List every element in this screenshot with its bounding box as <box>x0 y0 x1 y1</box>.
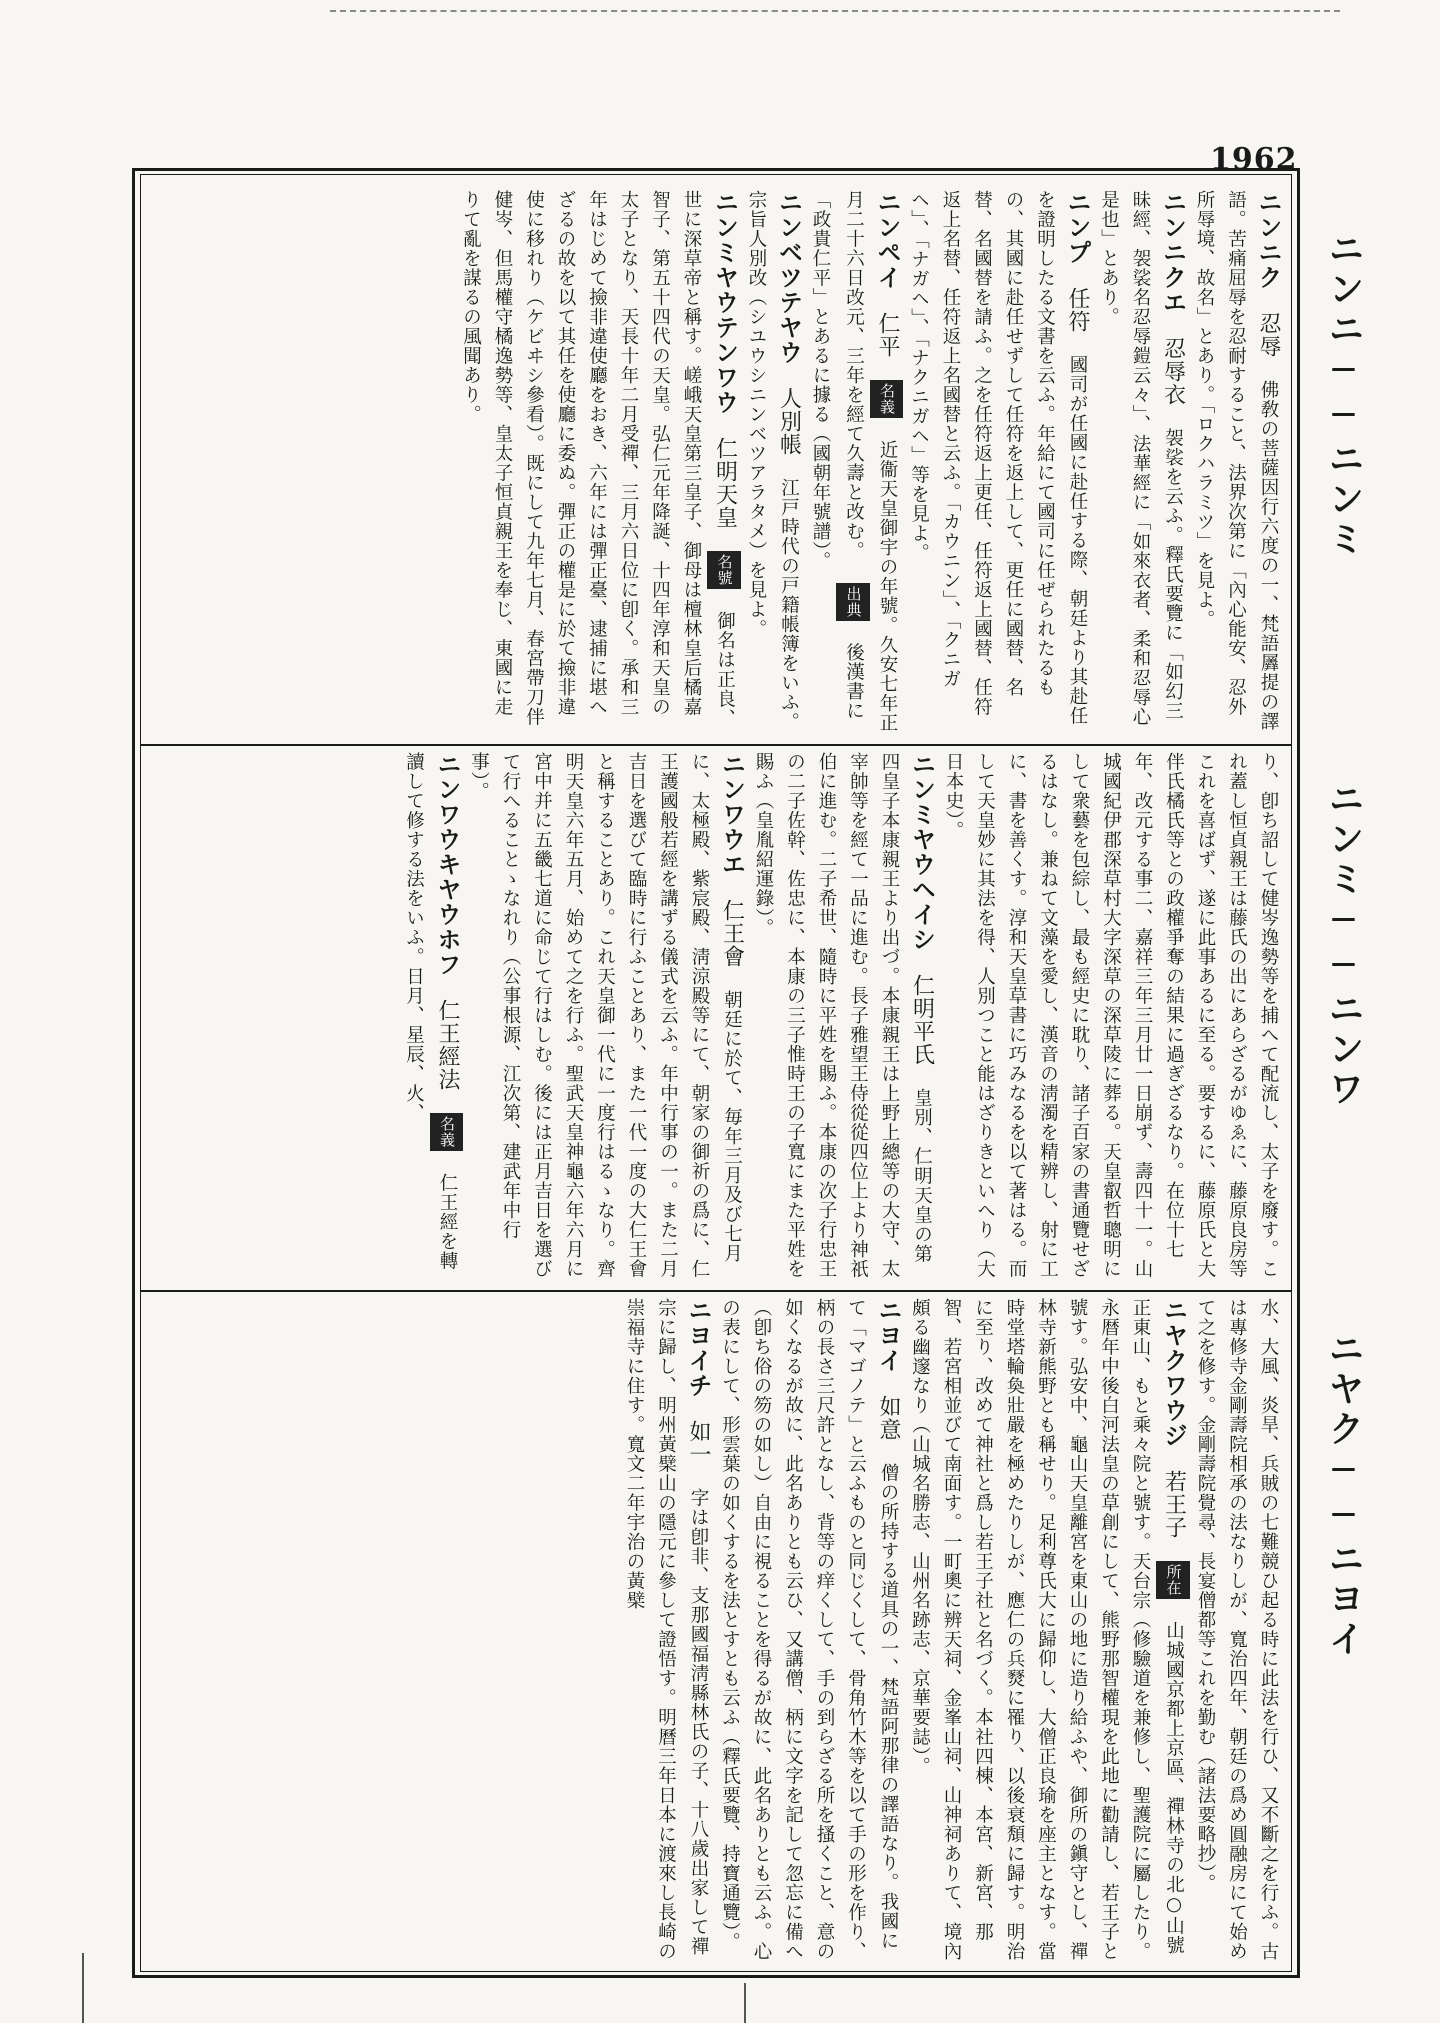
entry-kanji: 任符 <box>1065 287 1090 333</box>
entry-body: 江戸時代の戸籍帳簿をいふ。宗旨人別改（シユウシニンベツアラタメ）を見よ。 <box>746 190 800 732</box>
section-middle <box>148 752 1284 1282</box>
section-top <box>148 190 1284 735</box>
header-middle: ニンミ──ニンワ <box>1323 780 1364 1110</box>
entry-body: 後漢書に「政貴仁平」とあるに據る（國朝年號譜）。 <box>810 190 865 721</box>
entry-kanji: 忍辱衣 <box>1160 337 1186 406</box>
entry-kanji: 人別帳 <box>776 387 802 456</box>
entry-body: 朝廷に於て、毎年三月及び七月に、太極殿、紫宸殿、淸涼殿等にて、朝家の御祈の爲に、仁王護國般若經を講ずる儀式を云ふ。年中行事の一。また二月吉日を選びて臨時に行ふことあり、また一代一度の大仁王會と稱することあり。これ天皇御一代に一度行はるゝなり。齊明天皇六年五月、始めて之を行ふ。聖武天皇神龜六年六月に宮中并に五畿七道に命じて行はしむ。後には正月吉日を選びて行へることゝなれり（公事根源、江次第、建武年中行事）。 <box>468 752 743 1279</box>
entry-head: ニンミヤウテンワウ <box>710 190 739 415</box>
entry-head: ニンニクエ <box>1158 190 1187 315</box>
entry-tag: 名號 <box>707 551 741 589</box>
entry-body: 水、大風、炎旱、兵賊の七難競ひ起る時に此法を行ひ、又不斷之を行ふ。古は專修寺金剛壽院相承の法なりしが、寬治四年、朝廷の爲め圓融房にて始めて之を修す。金剛壽院覺尋、長宴僧都等これを勤む（諸法要略抄）。 <box>1195 1298 1279 1961</box>
entry-kanji: 仁明天皇 <box>712 437 738 529</box>
entry-kanji: 忍辱 <box>1256 312 1281 358</box>
header-bottom: ニヤク──ニヨイ <box>1323 1330 1364 1660</box>
entry-kanji: 仁平 <box>875 312 900 358</box>
top-dashed-rule <box>330 10 1340 12</box>
entry-body: 僧の所持する道具の一、梵語阿那律の譯語なり。我國にて「マゴノテ」と云ふものと同じくして、骨角竹木等を以て手の形を作り、柄の長さ三尺許となし、背等の痒くして、手の到らざる所を搔くこと、意の如くなるが故に、此名ありとも云ひ、又講僧、柄に文字を記して忽忘に備へ（卽ち俗の笏の如し）自由に視ることを得るが故に、此名ありとも云ふ。心の表にして、形雲葉の如くするを法とすとも云ふ（釋氏要覽、持寶通覽）。 <box>719 1298 899 1961</box>
entry-head: ニンプ <box>1063 190 1091 265</box>
entry-ninpei <box>805 190 904 735</box>
entry-head: ニヤクワウジ <box>1159 1298 1188 1448</box>
entry-tag: 出典 <box>836 583 870 621</box>
entry-continuation <box>1190 1298 1285 1963</box>
entry-head: ニンミヤウヘイシ <box>907 752 936 952</box>
entry-head: ニヨイチ <box>684 1298 712 1398</box>
entry-tag: 名義 <box>870 380 904 418</box>
entry-tag: 所在 <box>1156 1561 1190 1599</box>
entry-head: ニンベツテヤウ <box>774 190 803 365</box>
entry-kanji: 仁明平氏 <box>909 974 935 1066</box>
entry-body: 字は卽非、支那國福淸縣林氏の子、十八歲出家して禪宗に歸し、明州黃檗山の隱元に參して證悟す。明曆三年日本に渡來し長崎の崇福寺に住す。寬文二年宇治の黃檗 <box>624 1298 709 1961</box>
entry-body: り、卽ち詔して健岑逸勢等を捕へて配流し、太子を廢す。これ蓋し恒貞親王は藤氏の出にあらざるがゆゑに、藤原良房等これを喜ばず、遂に此事あるに至る。要するに、藤原氏と大伴氏橘氏等との政權爭奪の結果に過ぎざるなり。在位十七年、改元する事二、嘉祥三年三月廿一日崩ず、壽四十一。山城國紀伊郡深草村大字深草の深草陵に葬る。天皇叡哲聰明にして衆藝を包綜し、最も經史に耽り、諸子百家の書通覽せざるはなし。兼ねて文藻を愛し、漢音の淸濁を精辨し、射に工に、書を善くす。淳和天皇草書に巧みなるを以て著はる。而して天皇妙に其法を得、人別つこと能はざりきといへり（大日本史）。 <box>943 752 1279 1279</box>
entry-tag: 名義 <box>430 1113 464 1151</box>
entry-body: 袈裟を云ふ。釋氏要覽に「如幻三昧經、袈裟名忍辱鎧云々」、法華經に「如來衣者、柔和忍辱心是也」とあり。 <box>1098 190 1184 727</box>
entry-kanji: 仁王經法 <box>435 999 460 1091</box>
entry-body: 國司が任國に赴任する際、朝廷より其赴任を證明したる文書を云ふ。年給にて國司に任ぜられたるもの、其國に赴任せずして任符を返上して、更任に國替、名替、名國替を請ふ。之を任符返上更任、任符返上國替、任符返上名替、任符返上名國替と云ふ。「カウニン」、「クニガヘ」、「ナガヘ」、「ナクニガヘ」等を見よ。 <box>908 190 1088 726</box>
section-divider-2 <box>140 1290 1292 1292</box>
entry-ninnikue <box>1093 190 1189 735</box>
entry-body: 近衞天皇御宇の年號。久安七年正月二十六日改元、三年を經て久壽と改む。 <box>843 190 898 733</box>
section-divider-1 <box>140 744 1292 746</box>
entry-kanji: 仁王會 <box>719 899 745 968</box>
entry-body: 仁王經を轉讀して修する法をいふ。日月、星辰、火、 <box>403 752 458 1271</box>
entry-ninwaue <box>463 752 748 1282</box>
entry-ninmyautenwau <box>455 190 741 735</box>
entry-continuation <box>938 752 1285 1282</box>
entry-ninniku <box>1189 190 1285 735</box>
entry-ninbetsuteyau <box>741 190 805 735</box>
entry-ninmyauheishi <box>748 752 938 1282</box>
entry-body: 御名は正良、世に深草帝と稱す。嵯峨天皇第三皇子、御母は檀林皇后橘嘉智子、第五十四代の天皇。弘仁元年降誕、十四年淳和天皇の太子となり、天長十年二月受禪、三月六日位に卽く。承和三年はじめて撿非違使廳をおき、六年には彈正臺、逮捕に堪へざるの故を以て其任を使廳に委ぬ。彈正の權是に於て撿非違使に移れり（ケビヰシ參看）。既にして九年七月、春宮帶刀伴健岑、但馬權守橘逸勢等、皇太子恒貞親王を奉じ、東國に走りて亂を謀るの風聞あり。 <box>460 190 736 728</box>
entry-kanji: 如意 <box>876 1395 901 1441</box>
entry-head: ニンワウエ <box>717 752 746 877</box>
entry-head: ニンニク <box>1254 190 1282 290</box>
entry-body: 山城國京都上京區、禪林寺の北○山號正東山、もと乘々院と號す。天台宗（修驗道を兼修し、聖護院に屬したり。永暦年中後白河法皇の草創にして、熊野那智權現を此地に勸請し、若王子と號す。弘安中、龜山天皇離宮を東山の地に造り給ふや、御所の鎭守とし、禪林寺新熊野とも稱せり。足利尊氏大に歸仰し、大僧正良瑜を座主となす。當時堂塔輪奐壯嚴を極めたりしが、應仁の兵燹に罹り、以後衰頽に歸す。明治に至り、改めて神社と爲し若王子社と名づく。本社四棟、本宮、新宮、那智、若宮相並びて南面す。一町奧に辨天祠、金峯山祠、山神祠ありて、境內頗る幽邃なり（山城名勝志、山州名跡志、京華要誌）。 <box>909 1298 1185 1961</box>
entry-kanji: 若王子 <box>1161 1470 1187 1539</box>
entry-head: ニンペイ <box>873 190 901 290</box>
header-top: ニンニ──ニンミ <box>1323 230 1364 560</box>
section-bottom <box>148 1298 1284 1963</box>
entry-niyoi <box>714 1298 904 1963</box>
entry-head: ニンワウキヤウホフ <box>433 752 461 977</box>
entry-niyoichi <box>619 1298 715 1963</box>
page-number: 1962 <box>1210 142 1298 177</box>
entry-body: 佛敎の菩薩因行六度の一、梵語羼提の譯語。苦痛屈辱を忍耐すること、法界次第に「內心能安、忍外所辱境、故名」とあり。「ロクハラミツ」を見よ。 <box>1194 190 1279 731</box>
scan-edge-mark <box>744 1983 746 2023</box>
scan-edge-mark <box>82 1953 84 2023</box>
entry-ninpu <box>903 190 1093 735</box>
entry-niyakuwauji <box>904 1298 1190 1963</box>
entry-body: 皇別、仁明天皇の第四皇子本康親王より出づ。本康親王は上野上總等の大守、太宰帥等を經て一品に進む。長子雅望王侍從從四位上より神祇伯に進む。二子希世、隨時に平姓を賜ふ。本康の次子行忠王の二子佐幹、佐忠に、本康の三子惟時王の子寬にまた平姓を賜ふ（皇胤紹運錄）。 <box>753 752 933 1279</box>
entry-ninwaukiyauhofu <box>398 752 463 1282</box>
entry-kanji: 如一 <box>686 1420 711 1466</box>
entry-head: ニヨイ <box>874 1298 902 1373</box>
